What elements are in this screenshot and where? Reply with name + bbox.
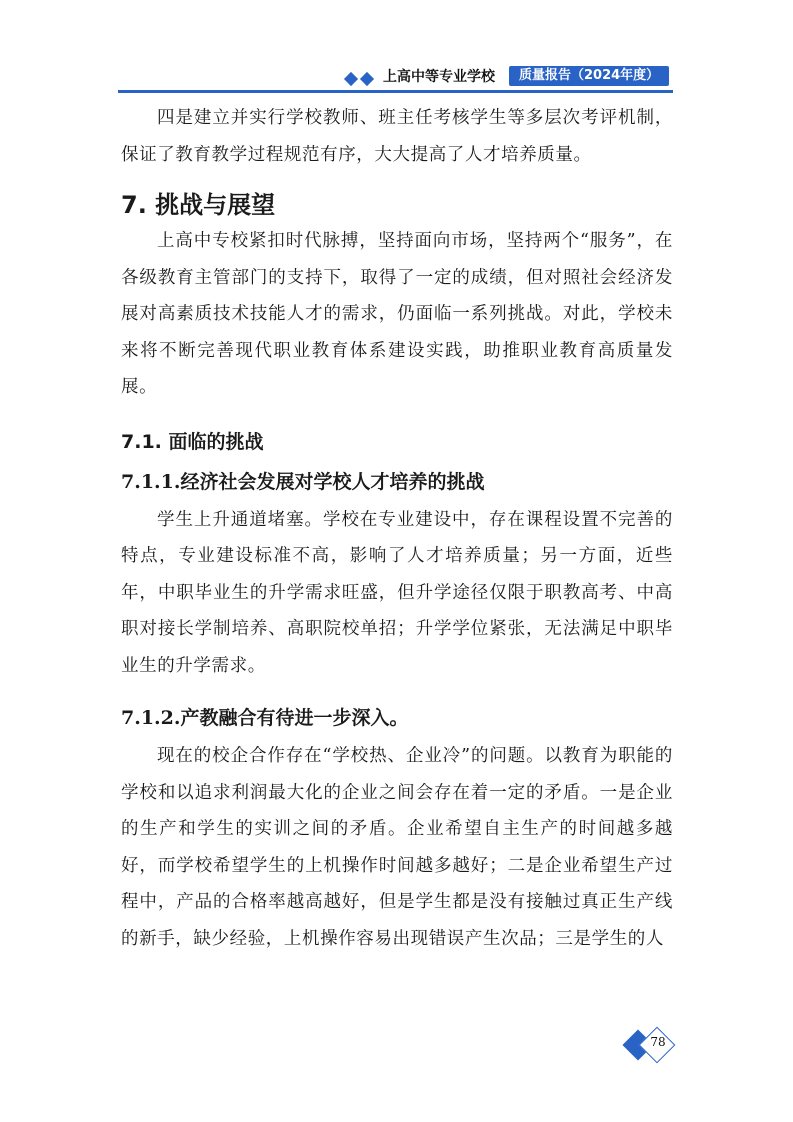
header-divider <box>118 90 673 93</box>
page-content <box>121 100 673 957</box>
paragraph-outlook: 上高中专校紧扣时代脉搏，坚持面向市场，坚持两个“服务”，在各级教育主管部门的支持下，取得了一定的成绩，但对照社会经济发展对高素质技术技能人才的需求，仍面临一系列挑战。对此，学校未来将不断完善现代职业教育体系建设实践，助推职业教育高质量发展。 <box>121 231 673 397</box>
section-heading-7-1-2: 7.1.2.产教融合有待进一步深入。 <box>121 707 409 729</box>
header-diamonds <box>346 69 378 88</box>
paragraph-student-pathway: 学生上升通道堵塞。学校在专业建设中，存在课程设置不完善的特点，专业建设标准不高，影响了人才培养质量；另一方面，近些年，中职毕业生的升学需求旺盛，但升学途径仅限于职教高考、中高职对接长学制培养、高职院校单招；升学学位紧张，无法满足中职毕业生的升学需求。 <box>121 509 673 676</box>
report-title-badge: 质量报告（2024年度） <box>509 66 669 86</box>
page-number: 78 <box>650 1035 666 1049</box>
paragraph-assessment: 四是建立并实行学校教师、班主任考核学生等多层次考评机制，保证了教育教学过程规范有序，大大提高了人才培养质量。 <box>121 108 673 165</box>
page-header <box>118 64 673 92</box>
diamond-icon <box>360 72 374 86</box>
section-heading-7-1-1: 7.1.1.经济社会发展对学校人才培养的挑战 <box>121 470 485 493</box>
page-number-badge <box>627 1028 675 1064</box>
paragraph-industry-integration: 现在的校企合作存在“学校热、企业冷”的问题。以教育为职能的学校和以追求利润最大化的企业之间会存在着一定的矛盾。一是企业的生产和学生的实训之间的矛盾。企业希望自主生产的时间越多越好，而学校希望学生的上机操作时间越多越好；二是企业希望生产过程中，产品的合格率越高越好，但是学生都是没有接触过真正生产线的新手，缺少经验，上机操作容易出现错误产生次品；三是学生的人 <box>121 746 673 949</box>
diamond-icon <box>344 72 358 86</box>
section-heading-7: 7. 挑战与展望 <box>121 191 276 219</box>
section-heading-7-1: 7.1. 面临的挑战 <box>121 430 264 453</box>
school-name: 上高中等专业学校 <box>383 69 495 85</box>
